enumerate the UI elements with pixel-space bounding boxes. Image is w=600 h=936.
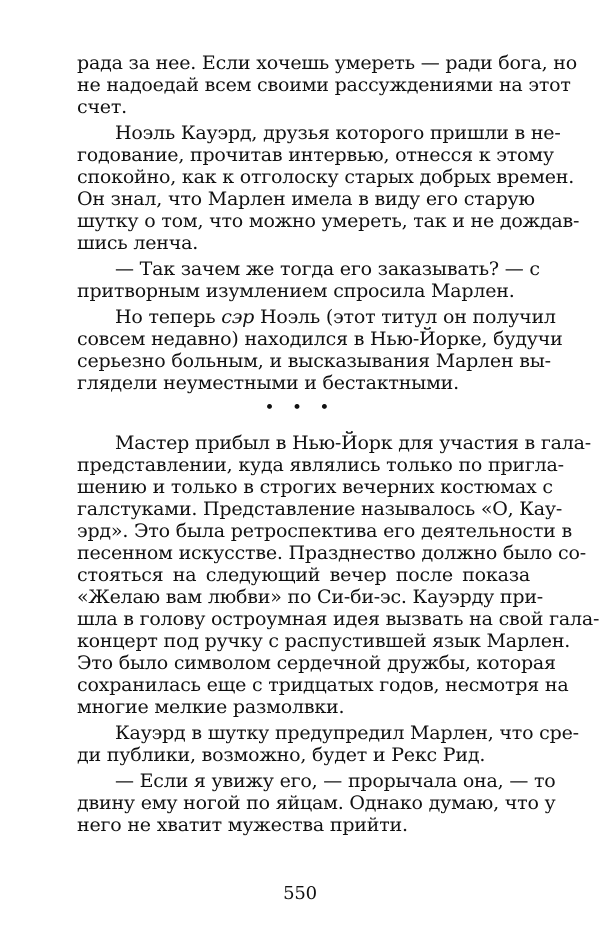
text-line: представлении, куда являлись только по пригла-	[77, 454, 564, 476]
text-line: счет.	[77, 96, 127, 118]
text-line: спокойно, как к отголоску старых добрых времен.	[77, 166, 575, 188]
text-line: многие мелкие размолвки.	[77, 696, 345, 718]
text-line: него не хватит мужества прийти.	[77, 814, 408, 836]
text-line: серьезно больным, и высказывания Марлен вы-	[77, 350, 551, 372]
section-separator: • • •	[264, 398, 336, 418]
text-line: стояться на следующий вечер после показа	[77, 564, 530, 586]
text-line: годование, прочитав интервью, отнесся к этому	[77, 144, 554, 166]
text-line: шись ленча.	[77, 232, 199, 254]
text-line: ди публики, возможно, будет и Рекс Рид.	[77, 744, 486, 766]
text-line: Кауэрд в шутку предупредил Марлен, что сре-	[115, 722, 579, 744]
text-line: Ноэль Кауэрд, друзья которого пришли в не-	[115, 122, 561, 144]
text-line: совсем недавно) находился в Нью-Йорке, будучи	[77, 328, 563, 350]
text-line: Мастер прибыл в Нью-Йорк для участия в гала-	[115, 432, 591, 454]
text-line	[115, 306, 556, 328]
text-line: притворным изумлением спросила Марлен.	[77, 280, 515, 302]
text-segment: Но теперь	[115, 306, 222, 328]
text-line: не надоедай всем своими рассуждениями на этот	[77, 74, 571, 96]
italic-word: сэр	[221, 306, 255, 328]
text-line: Он знал, что Марлен имела в виду его старую	[77, 188, 535, 210]
text-line: шению и только в строгих вечерних костюмах с	[77, 476, 553, 498]
text-line: эрд». Это была ретроспектива его деятельности в	[77, 520, 572, 542]
text-line: шутку о том, что можно умереть, так и не дождав-	[77, 210, 580, 232]
text-line: двину ему ногой по яйцам. Однако думаю, что у	[77, 792, 556, 814]
page-number: 550	[283, 883, 317, 904]
text-line: галстуками. Представление называлось «О, Кау-	[77, 498, 563, 520]
text-line: — Так зачем же тогда его заказывать? — с	[115, 258, 540, 280]
text-line: «Желаю вам любви» по Си-би-эс. Кауэрду при-	[77, 586, 544, 608]
text-segment: Ноэль (этот титул он получил	[254, 306, 556, 328]
text-line: концерт под ручку с распустившей язык Марлен.	[77, 630, 571, 652]
text-line: — Если я увижу его, — прорычала она, — то	[115, 770, 556, 792]
text-line: рада за нее. Если хочешь умереть — ради бога, но	[77, 52, 577, 74]
text-line: шла в голову остроумная идея вызвать на свой гала-	[77, 608, 600, 630]
text-line: сохранилась еще с тридцатых годов, несмотря на	[77, 674, 569, 696]
text-line: глядели неуместными и бестактными.	[77, 372, 459, 394]
text-line: песенном искусстве. Празднество должно было со-	[77, 542, 586, 564]
text-line: Это было символом сердечной дружбы, которая	[77, 652, 556, 674]
